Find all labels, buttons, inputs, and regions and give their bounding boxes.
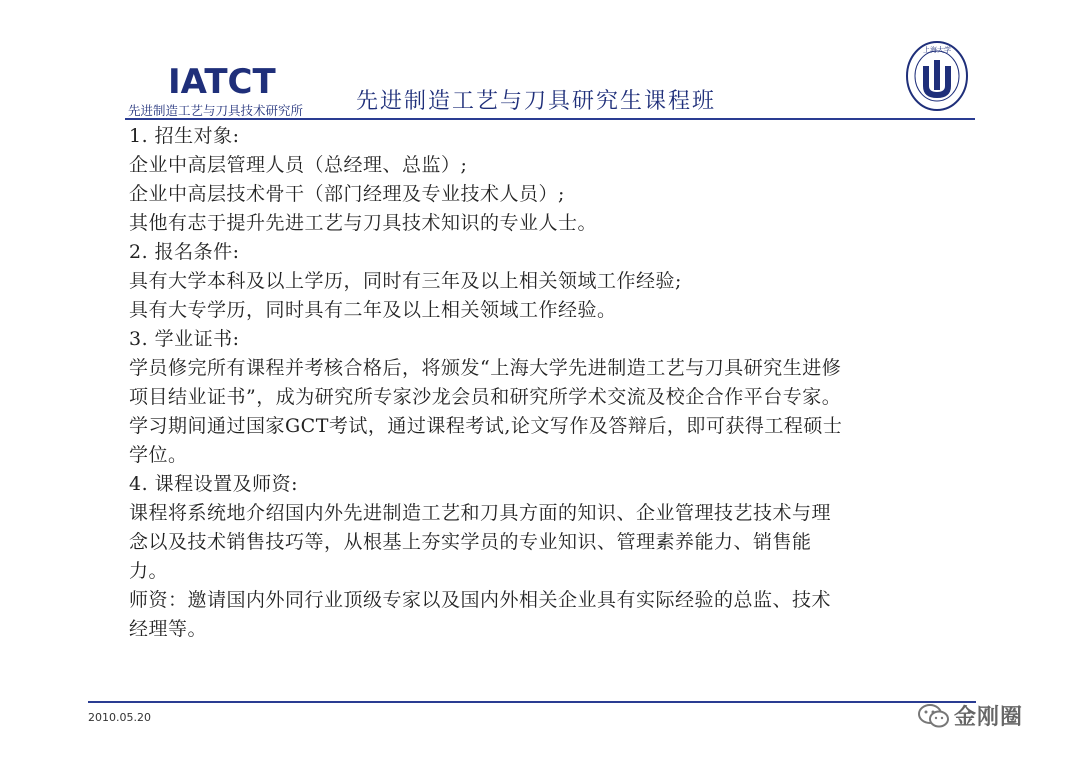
university-logo-text: 上海大学 bbox=[923, 46, 951, 54]
content-line: 1. 招生对象: bbox=[129, 125, 240, 147]
content-line: 师资：邀请国内外同行业顶级专家以及国内外相关企业具有实际经验的总监、技术 bbox=[129, 589, 832, 611]
institute-logo-text: IATCT bbox=[168, 62, 276, 102]
content-line: 企业中高层管理人员（总经理、总监）; bbox=[129, 154, 468, 176]
content-line: 力。 bbox=[129, 560, 169, 582]
slide-title: 先进制造工艺与刀具研究生课程班 bbox=[356, 89, 717, 114]
content-line: 学习期间通过国家GCT考试，通过课程考试,论文写作及答辩后，即可获得工程硕士 bbox=[129, 415, 843, 437]
content-line: 具有大学本科及以上学历，同时有三年及以上相关领域工作经验; bbox=[129, 270, 682, 292]
watermark bbox=[918, 700, 1023, 731]
content-line: 项目结业证书”，成为研究所专家沙龙会员和研究所学术交流及校企合作平台专家。 bbox=[129, 386, 842, 408]
content-line: 学员修完所有课程并考核合格后，将颁发“上海大学先进制造工艺与刀具研究生进修 bbox=[129, 357, 842, 379]
content-line: 4. 课程设置及师资: bbox=[129, 473, 299, 495]
watermark-text: 金刚圈 bbox=[954, 705, 1024, 730]
wechat-icon bbox=[918, 703, 950, 729]
content-body bbox=[129, 122, 979, 644]
content-line: 2. 报名条件: bbox=[129, 241, 240, 263]
content-line: 经理等。 bbox=[129, 618, 208, 640]
content-line: 其他有志于提升先进工艺与刀具技术知识的专业人士。 bbox=[129, 212, 598, 234]
content-line: 具有大专学历，同时具有二年及以上相关领域工作经验。 bbox=[129, 299, 617, 321]
footer-date: 2010.05.20 bbox=[88, 711, 151, 724]
footer-divider bbox=[88, 701, 976, 703]
university-seal-icon bbox=[905, 40, 969, 112]
content-line: 念以及技术销售技巧等，从根基上夯实学员的专业知识、管理素养能力、销售能 bbox=[129, 531, 812, 553]
header-divider bbox=[125, 118, 975, 120]
institute-logo-subtitle: 先进制造工艺与刀具技术研究所 bbox=[128, 103, 304, 118]
content-line: 企业中高层技术骨干（部门经理及专业技术人员）; bbox=[129, 183, 565, 205]
content-line: 课程将系统地介绍国内外先进制造工艺和刀具方面的知识、企业管理技艺技术与理 bbox=[129, 502, 832, 524]
content-line: 3. 学业证书: bbox=[129, 328, 240, 350]
content-line: 学位。 bbox=[129, 444, 188, 466]
